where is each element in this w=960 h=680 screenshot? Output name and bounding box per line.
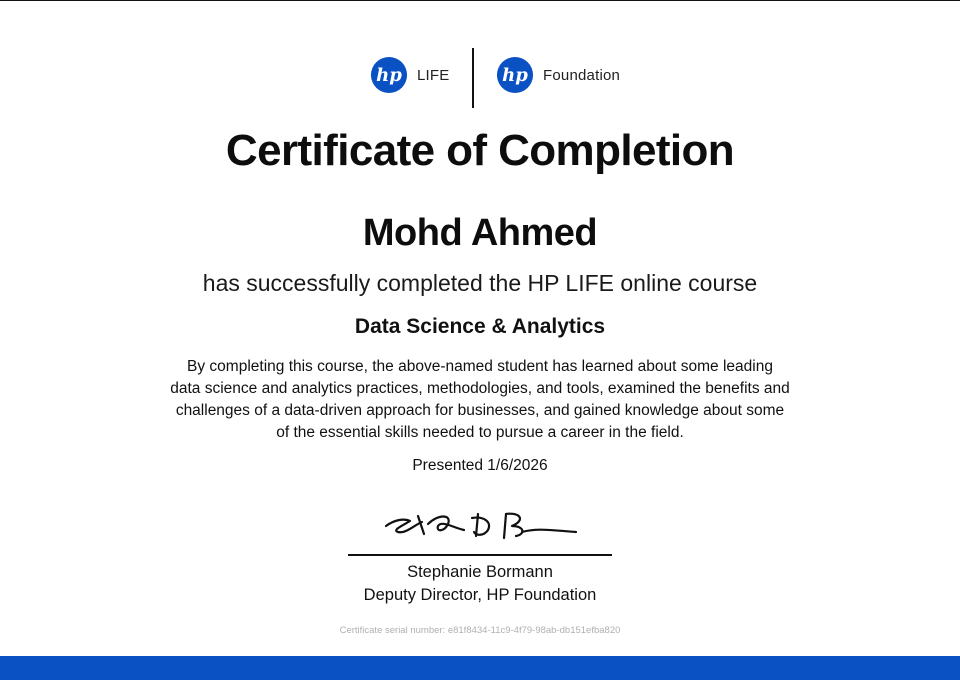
logo-header [0, 48, 960, 108]
signer-title: Deputy Director, HP Foundation [363, 586, 597, 604]
hp-logo-mark-text: hp [502, 65, 528, 87]
completion-statement: has successfully completed the HP LIFE online course [202, 270, 758, 296]
top-border-line [0, 0, 960, 1]
course-description [120, 356, 840, 444]
handwritten-signature [380, 500, 580, 546]
certificate-serial: Certificate serial number: e81f8434-11c9-4f79-98ab-db151efba820 [339, 625, 621, 636]
description-line: By completing this course, the above-named student has learned about some leading [187, 358, 773, 375]
recipient-name: Mohd Ahmed [362, 212, 598, 254]
presented-date: Presented 1/6/2026 [412, 457, 548, 474]
hp-logo-icon [496, 56, 534, 94]
description-line: of the essential skills needed to pursue a career in the field. [276, 424, 684, 441]
course-name: Data Science & Analytics [354, 315, 606, 338]
hp-logo-mark-text: hp [376, 65, 402, 87]
hp-foundation-logo [496, 55, 620, 95]
logo-divider [472, 48, 474, 108]
description-line: challenges of a data-driven approach for businesses, and gained knowledge about some [175, 402, 785, 419]
signature-line [348, 554, 612, 556]
signer-name: Stephanie Bormann [407, 563, 553, 581]
certificate-title: Certificate of Completion [225, 126, 735, 175]
hp-foundation-logo-text: Foundation [543, 66, 621, 84]
hp-logo-icon [370, 56, 408, 94]
hp-life-logo [370, 55, 449, 95]
hp-life-logo-text: LIFE [417, 66, 450, 84]
bottom-brand-bar [0, 656, 960, 680]
description-line: data science and analytics practices, methodologies, and tools, examined the benefits and [170, 380, 790, 397]
